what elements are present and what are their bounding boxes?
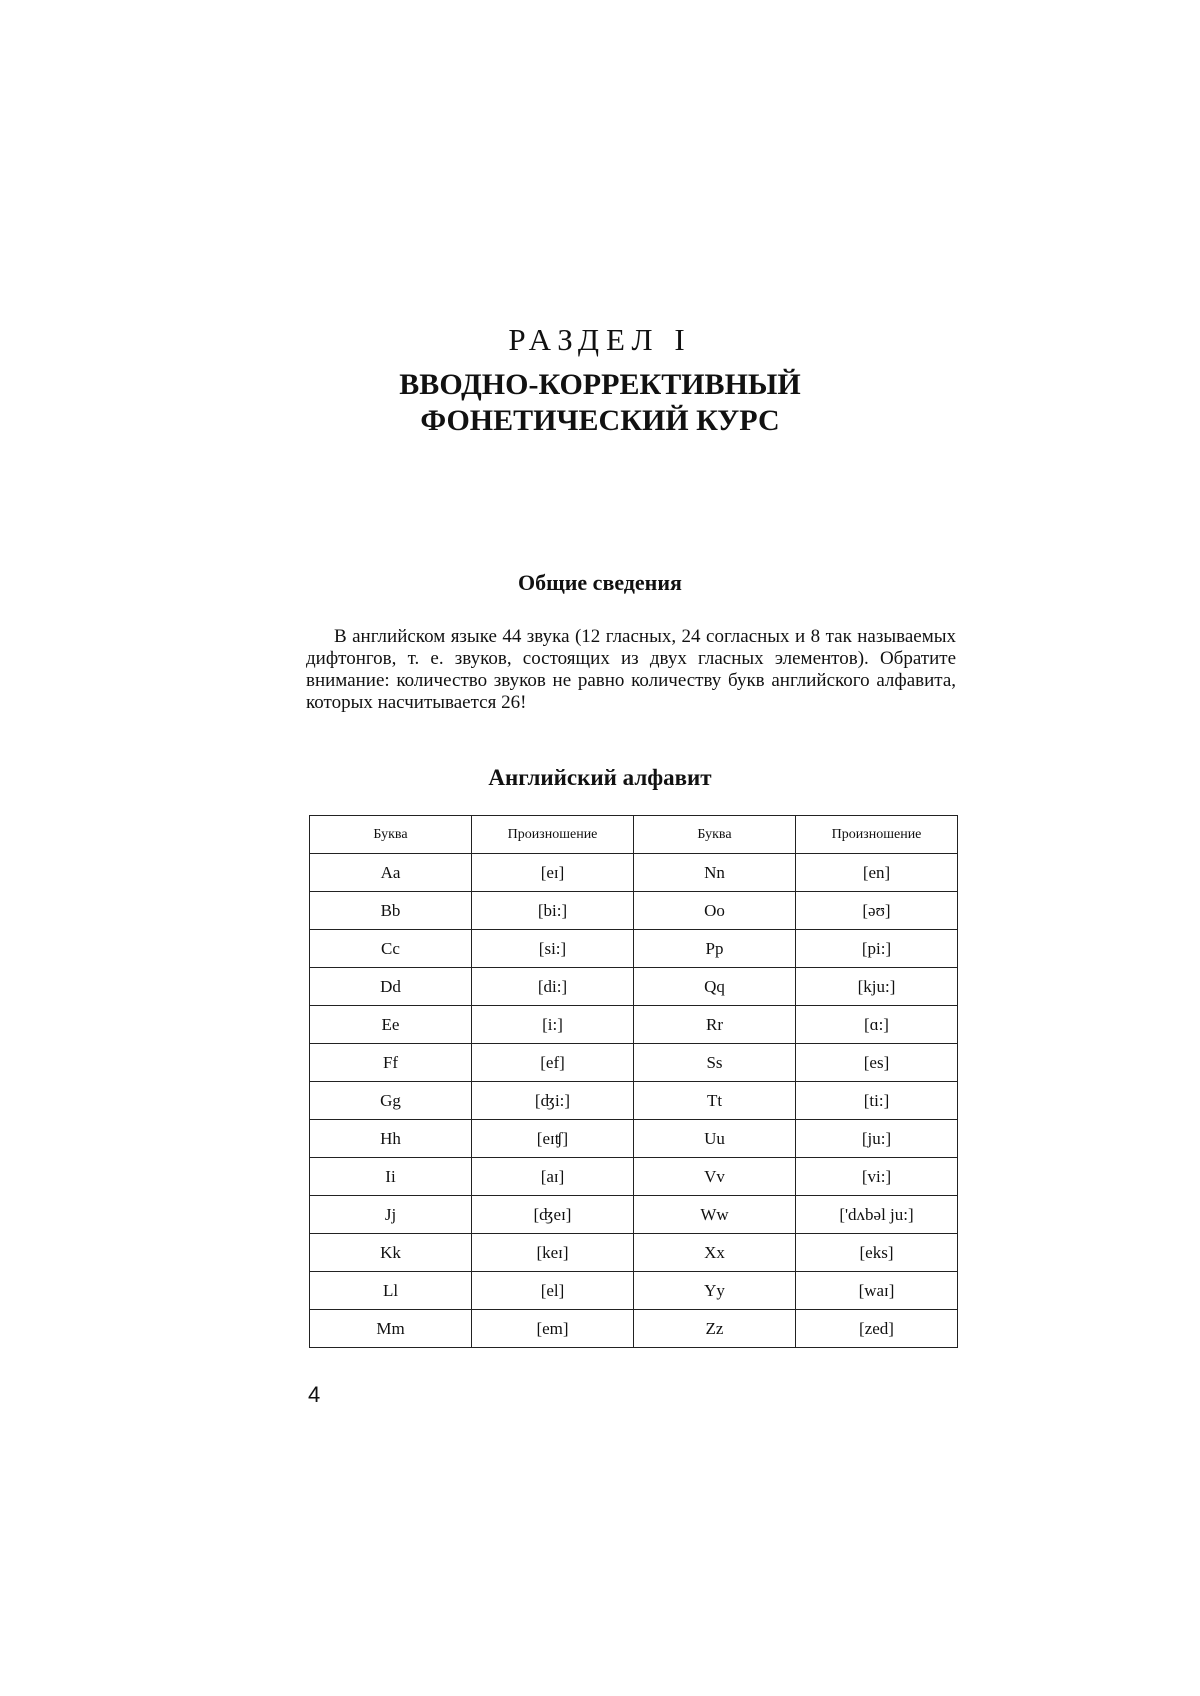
pronunciation-cell: [em] — [472, 1310, 634, 1348]
table-row — [310, 1120, 958, 1158]
pronunciation-cell: [di:] — [472, 968, 634, 1006]
pronunciation-cell: [bi:] — [472, 892, 634, 930]
table-row — [310, 968, 958, 1006]
letter-cell: Dd — [310, 968, 472, 1006]
pronunciation-cell: [eɪ] — [472, 854, 634, 892]
pronunciation-cell: [zed] — [796, 1310, 958, 1348]
table-row — [310, 854, 958, 892]
table-row — [310, 1196, 958, 1234]
letter-cell: Bb — [310, 892, 472, 930]
letter-cell: Zz — [634, 1310, 796, 1348]
pronunciation-cell: [vi:] — [796, 1158, 958, 1196]
pronunciation-cell: [en] — [796, 854, 958, 892]
letter-cell: Gg — [310, 1082, 472, 1120]
pronunciation-cell: [ʤi:] — [472, 1082, 634, 1120]
alphabet-table — [309, 815, 958, 1348]
letter-cell: Oo — [634, 892, 796, 930]
header-pronunciation: Произношение — [796, 816, 958, 854]
pronunciation-cell: [eks] — [796, 1234, 958, 1272]
table-row — [310, 1006, 958, 1044]
alphabet-heading: Английский алфавит — [0, 765, 1200, 791]
section-title-line-1: ВВОДНО-КОРРЕКТИВНЫЙ — [0, 367, 1200, 403]
table-header-row — [310, 816, 958, 854]
letter-cell: Yy — [634, 1272, 796, 1310]
alphabet-table-body — [310, 854, 958, 1348]
table-row — [310, 1158, 958, 1196]
section-title-line-2: ФОНЕТИЧЕСКИЙ КУРС — [0, 403, 1200, 439]
pronunciation-cell: [ju:] — [796, 1120, 958, 1158]
pronunciation-cell: ['dʌbəl ju:] — [796, 1196, 958, 1234]
pronunciation-cell: [ɑ:] — [796, 1006, 958, 1044]
header-letter: Буква — [634, 816, 796, 854]
table-row — [310, 1272, 958, 1310]
table-row — [310, 1310, 958, 1348]
letter-cell: Hh — [310, 1120, 472, 1158]
pronunciation-cell: [waɪ] — [796, 1272, 958, 1310]
pronunciation-cell: [əʊ] — [796, 892, 958, 930]
letter-cell: Ll — [310, 1272, 472, 1310]
letter-cell: Ff — [310, 1044, 472, 1082]
pronunciation-cell: [i:] — [472, 1006, 634, 1044]
table-row — [310, 1234, 958, 1272]
section-title — [0, 367, 1200, 439]
general-info-paragraph: В английском языке 44 звука (12 гласных, 24 согласных и 8 так называемых дифтонгов, т. е. звуков, состоящих из двух гласных эле­ментов). Обратите внимание: количество звуков не равно количе­ству букв английского алфавита, которых насчитывается 26! — [306, 626, 956, 714]
letter-cell: Kk — [310, 1234, 472, 1272]
pronunciation-cell: [si:] — [472, 930, 634, 968]
letter-cell: Uu — [634, 1120, 796, 1158]
table-row — [310, 892, 958, 930]
letter-cell: Nn — [634, 854, 796, 892]
letter-cell: Cc — [310, 930, 472, 968]
letter-cell: Mm — [310, 1310, 472, 1348]
letter-cell: Pp — [634, 930, 796, 968]
pronunciation-cell: [es] — [796, 1044, 958, 1082]
pronunciation-cell: [eɪʧ] — [472, 1120, 634, 1158]
pronunciation-cell: [el] — [472, 1272, 634, 1310]
table-row — [310, 930, 958, 968]
pronunciation-cell: [aɪ] — [472, 1158, 634, 1196]
letter-cell: Ee — [310, 1006, 472, 1044]
general-info-heading: Общие сведения — [0, 570, 1200, 596]
page-number: 4 — [308, 1382, 320, 1408]
letter-cell: Ii — [310, 1158, 472, 1196]
letter-cell: Rr — [634, 1006, 796, 1044]
pronunciation-cell: [ef] — [472, 1044, 634, 1082]
letter-cell: Aa — [310, 854, 472, 892]
header-pronunciation: Произношение — [472, 816, 634, 854]
letter-cell: Xx — [634, 1234, 796, 1272]
letter-cell: Tt — [634, 1082, 796, 1120]
table-row — [310, 1044, 958, 1082]
letter-cell: Qq — [634, 968, 796, 1006]
letter-cell: Ww — [634, 1196, 796, 1234]
pronunciation-cell: [pi:] — [796, 930, 958, 968]
table-row — [310, 1082, 958, 1120]
letter-cell: Jj — [310, 1196, 472, 1234]
header-letter: Буква — [310, 816, 472, 854]
pronunciation-cell: [kju:] — [796, 968, 958, 1006]
pronunciation-cell: [ʤeɪ] — [472, 1196, 634, 1234]
section-label: РАЗДЕЛ I — [0, 322, 1200, 358]
letter-cell: Ss — [634, 1044, 796, 1082]
pronunciation-cell: [ti:] — [796, 1082, 958, 1120]
pronunciation-cell: [keɪ] — [472, 1234, 634, 1272]
letter-cell: Vv — [634, 1158, 796, 1196]
